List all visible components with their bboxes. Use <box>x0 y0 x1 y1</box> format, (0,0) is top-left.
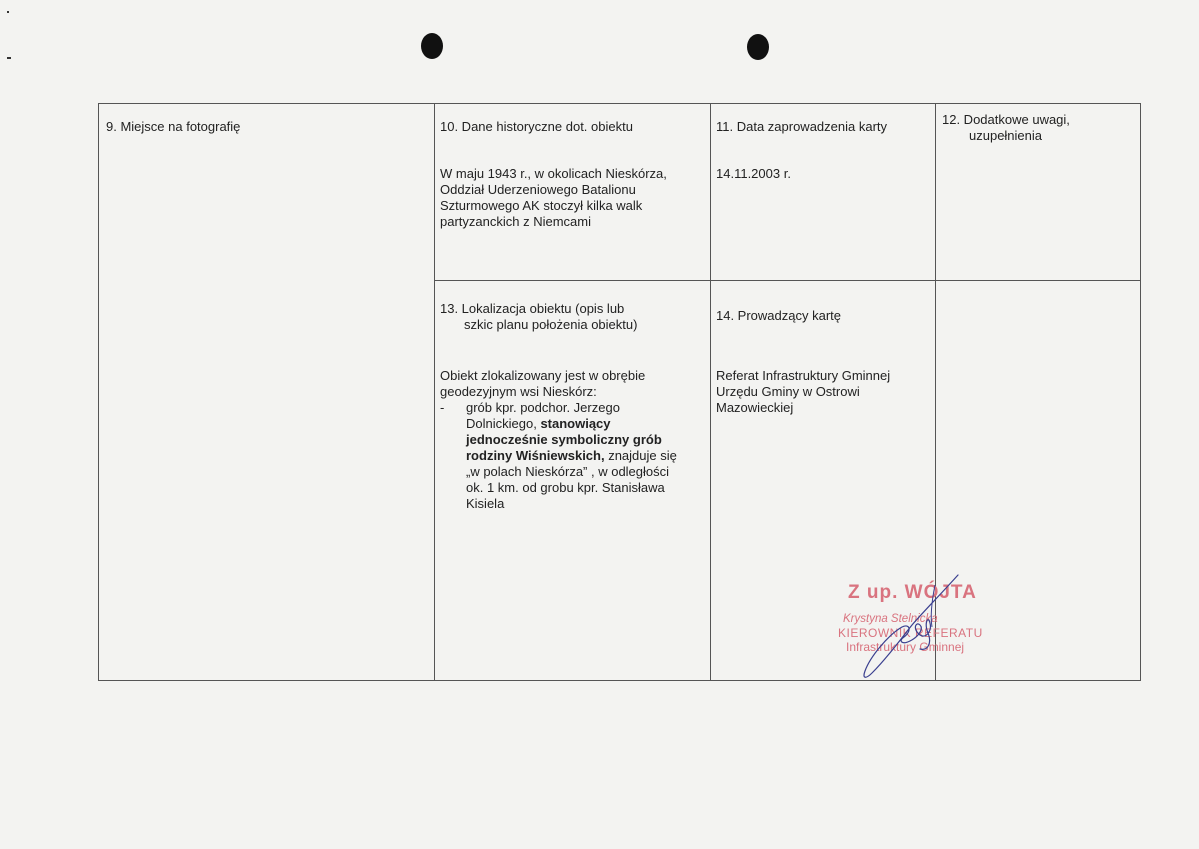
photo-label: 9. Miejsce na fotografię <box>106 119 241 134</box>
author-text-line: Referat Infrastruktury Gminnej <box>716 368 891 383</box>
remarks-label-line: uzupełnienia <box>969 128 1043 143</box>
author-text-line: Mazowieckiej <box>716 400 794 415</box>
history-text <box>440 166 667 230</box>
list-bullet: - <box>440 400 445 415</box>
bold-text: stanowiący <box>540 416 611 431</box>
history-label: 10. Dane historyczne dot. obiektu <box>440 119 633 134</box>
punch-hole-left <box>421 33 443 59</box>
location-label-line: 13. Lokalizacja obiektu (opis lub <box>440 301 625 316</box>
stamp-dept: Infrastruktury Gminnej <box>846 640 965 654</box>
punch-hole-right <box>747 34 769 60</box>
scan-speck <box>7 57 11 59</box>
card-date-label: 11. Data zaprowadzenia karty <box>716 119 888 134</box>
stamp-title: Z up. WÓJTA <box>848 582 977 603</box>
signature-icon <box>840 565 960 685</box>
list-item-line: ok. 1 km. od grobu kpr. Stanisława <box>466 480 665 495</box>
scan-speck <box>7 11 9 13</box>
list-item-line <box>466 432 708 448</box>
author-label: 14. Prowadzący kartę <box>716 308 842 323</box>
history-text-line: Szturmowego AK stoczył kilka walk <box>440 198 643 213</box>
history-text-line: W maju 1943 r., w okolicach Nieskórza, <box>440 166 667 181</box>
bold-text: rodziny Wiśniewskich, <box>466 448 605 463</box>
text-span: Dolnickiego, <box>466 416 541 431</box>
author-text <box>716 368 890 416</box>
stamp-name: Krystyna Stelnicka <box>843 613 938 625</box>
remarks-label <box>942 112 1070 144</box>
remarks-extra-cell <box>935 280 1141 681</box>
list-item-line <box>466 448 708 464</box>
list-item-line: „w polach Nieskórza” , w odległości <box>466 464 670 479</box>
signature-stroke <box>931 585 935 627</box>
location-label-line: szkic planu położenia obiektu) <box>464 317 638 332</box>
location-intro-line: Obiekt zlokalizowany jest w obrębie <box>440 368 646 383</box>
history-text-line: Oddział Uderzeniowego Batalionu <box>440 182 636 197</box>
list-item-line <box>466 416 708 432</box>
location-label <box>440 301 637 333</box>
location-intro <box>440 368 645 400</box>
list-item-line: Kisiela <box>466 496 505 511</box>
stamp-role: KIEROWNIK REFERATU <box>838 626 983 640</box>
remarks-label-line: 12. Dodatkowe uwagi, <box>942 112 1070 127</box>
card-date-value: 14.11.2003 r. <box>716 166 791 181</box>
location-list <box>440 400 708 512</box>
bold-text: jednocześnie symboliczny grób <box>466 432 662 447</box>
history-text-line: partyzanckich z Niemcami <box>440 214 591 229</box>
location-intro-line: geodezyjnym wsi Nieskórz: <box>440 384 597 399</box>
signature-stroke <box>864 575 958 677</box>
author-text-line: Urzędu Gminy w Ostrowi <box>716 384 860 399</box>
photo-cell <box>98 103 435 681</box>
list-item <box>440 400 708 512</box>
text-span: znajduje się <box>604 448 677 463</box>
list-item-line: grób kpr. podchor. Jerzego <box>466 400 620 415</box>
